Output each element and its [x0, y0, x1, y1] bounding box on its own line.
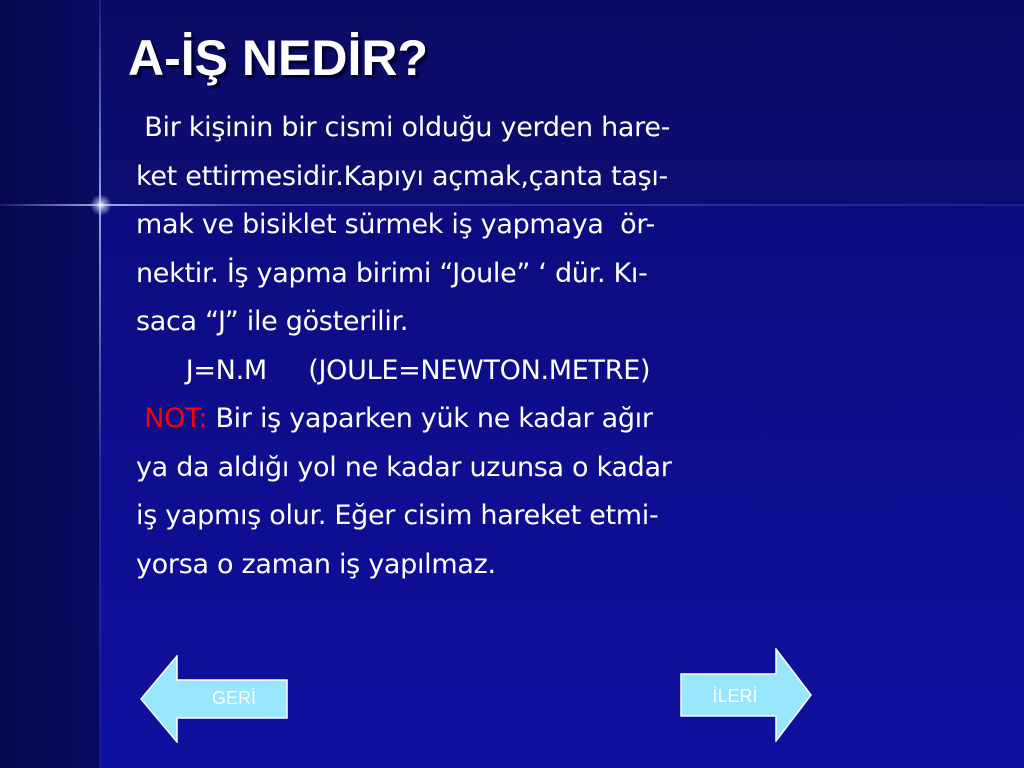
body-line: saca “J” ile gösterilir. [136, 306, 409, 337]
back-button[interactable] [140, 655, 290, 743]
note-line: ya da aldığı yol ne kadar uzunsa o kadar [136, 451, 672, 483]
slide-title: A-İŞ NEDİR? [128, 30, 428, 86]
left-band-decoration [0, 0, 100, 768]
formula-line: J=N.M (JOULE=NEWTON.METRE) [136, 354, 651, 386]
note-first-line [136, 395, 876, 444]
forward-button[interactable] [680, 648, 812, 742]
note-label: NOT: [136, 403, 208, 434]
note-text: Bir iş yaparken yük ne kadar ağır [207, 403, 653, 434]
body-line: ket ettirmesidir.Kapıyı açmak,çanta taşı- [136, 160, 668, 192]
vertical-light-line [99, 0, 101, 768]
note-line: yorsa o zaman iş yapılmaz. [136, 548, 496, 580]
back-button-label: GERİ [211, 688, 256, 708]
body-line: Bir kişinin bir cismi olduğu yerden hare- [136, 112, 671, 143]
body-line: nektir. İş yapma birimi “Joule” ‘ dür. Kı- [136, 257, 648, 289]
slide-body [136, 104, 876, 589]
sparkle-decoration [90, 194, 112, 216]
note-line: iş yapmış olur. Eğer cisim hareket etmi- [136, 500, 659, 531]
forward-button-label: İLERİ [712, 686, 758, 706]
body-line: mak ve bisiklet sürmek iş yapmaya ör- [136, 209, 655, 240]
